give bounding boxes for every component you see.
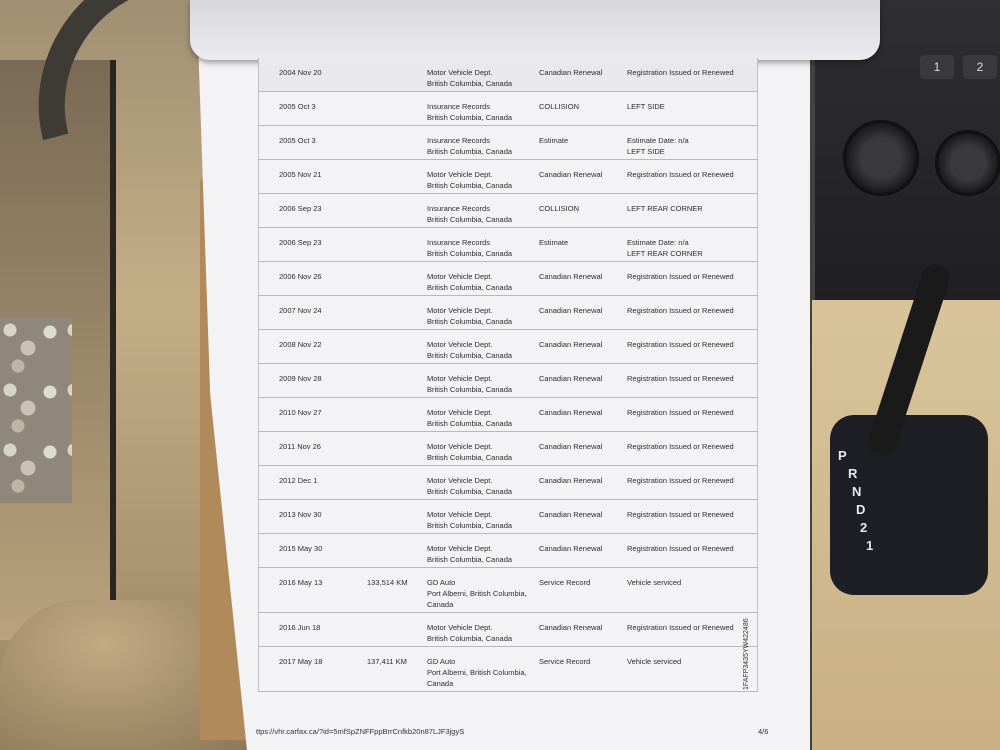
record-date: 2005 Oct 3 xyxy=(279,136,316,145)
record-comments xyxy=(627,407,734,418)
record-source-line: Port Alberni, British Columbia, xyxy=(427,668,527,677)
history-row xyxy=(258,500,758,534)
record-type: COLLISION xyxy=(539,204,580,213)
history-row xyxy=(258,194,758,228)
record-type: Canadian Renewal xyxy=(539,374,603,383)
record-type: Canadian Renewal xyxy=(539,272,603,281)
record-source-line: Motor Vehicle Dept. xyxy=(427,623,493,632)
record-source xyxy=(427,169,512,191)
record-source-line: British Columbia, Canada xyxy=(427,181,513,190)
record-comment-line: Registration Issued or Renewed xyxy=(627,623,734,632)
record-source xyxy=(427,441,512,463)
record-type: Canadian Renewal xyxy=(539,476,603,485)
record-date: 2006 Sep 23 xyxy=(279,238,322,247)
history-row xyxy=(258,432,758,466)
gear-n: N xyxy=(852,484,862,499)
record-source xyxy=(427,305,512,327)
record-source-line: Motor Vehicle Dept. xyxy=(427,442,493,451)
record-comment-line: Vehicle serviced xyxy=(627,657,682,666)
record-source-line: Motor Vehicle Dept. xyxy=(427,544,493,553)
record-source-line: British Columbia, Canada xyxy=(427,79,513,88)
record-date: 2006 Nov 26 xyxy=(279,272,322,281)
gear-d: D xyxy=(856,502,866,517)
record-comment-line: LEFT REAR CORNER xyxy=(627,249,703,258)
record-comment-line: Registration Issued or Renewed xyxy=(627,544,734,553)
record-source-line: British Columbia, Canada xyxy=(427,453,513,462)
history-row xyxy=(258,364,758,398)
record-date: 2007 Nov 24 xyxy=(279,306,322,315)
record-source-line: British Columbia, Canada xyxy=(427,419,513,428)
record-source xyxy=(427,475,512,497)
record-date: 2005 Nov 21 xyxy=(279,170,322,179)
record-type: Canadian Renewal xyxy=(539,623,603,632)
record-comments xyxy=(627,101,665,112)
record-comment-line: Registration Issued or Renewed xyxy=(627,340,734,349)
record-source-line: Motor Vehicle Dept. xyxy=(427,306,493,315)
record-comments xyxy=(627,475,734,486)
record-type: Canadian Renewal xyxy=(539,340,603,349)
record-comment-line: Vehicle serviced xyxy=(627,578,682,587)
record-date: 2010 Nov 27 xyxy=(279,408,322,417)
record-date: 2016 May 13 xyxy=(279,578,323,587)
record-date: 2009 Nov 28 xyxy=(279,374,322,383)
gravel-outside-window xyxy=(0,318,72,503)
record-odometer: 137,411 KM xyxy=(367,657,407,666)
record-source-line: British Columbia, Canada xyxy=(427,555,513,564)
gear-1: 1 xyxy=(866,538,874,553)
record-date: 2015 May 30 xyxy=(279,544,323,553)
record-comment-line: Registration Issued or Renewed xyxy=(627,510,734,519)
record-source xyxy=(427,622,512,644)
record-comments xyxy=(627,271,734,282)
record-source-line: British Columbia, Canada xyxy=(427,283,513,292)
history-row xyxy=(258,647,758,692)
record-source-line: Motor Vehicle Dept. xyxy=(427,510,493,519)
record-comments xyxy=(627,339,734,350)
record-comment-line: Estimate Date: n/a xyxy=(627,136,689,145)
record-comments xyxy=(627,577,681,588)
record-source-line: Canada xyxy=(427,679,454,688)
record-date: 2006 Sep 23 xyxy=(279,204,322,213)
record-comment-line: Registration Issued or Renewed xyxy=(627,306,734,315)
record-comments xyxy=(627,169,734,180)
record-source-line: GD Auto xyxy=(427,657,456,666)
record-comment-line: LEFT SIDE xyxy=(627,147,665,156)
record-type: Estimate xyxy=(539,238,569,247)
record-comment-line: LEFT REAR CORNER xyxy=(627,204,703,213)
record-source xyxy=(427,203,512,225)
history-row xyxy=(258,398,758,432)
record-source-line: Motor Vehicle Dept. xyxy=(427,374,493,383)
record-source-line: Canada xyxy=(427,600,454,609)
record-date: 2008 Nov 22 xyxy=(279,340,322,349)
record-date: 2013 Nov 30 xyxy=(279,510,322,519)
record-date: 2004 Nov 20 xyxy=(279,68,322,77)
record-type: COLLISION xyxy=(539,102,580,111)
record-date: 2012 Dec 1 xyxy=(279,476,318,485)
record-source-line: British Columbia, Canada xyxy=(427,249,513,258)
record-type: Service Record xyxy=(539,657,591,666)
record-comments xyxy=(627,373,734,384)
record-comments xyxy=(627,67,734,78)
gear-2: 2 xyxy=(860,520,868,535)
gear-r: R xyxy=(848,466,858,481)
record-type: Canadian Renewal xyxy=(539,68,603,77)
record-source-line: British Columbia, Canada xyxy=(427,351,513,360)
gear-indicator xyxy=(838,447,873,555)
record-type: Canadian Renewal xyxy=(539,544,603,553)
history-row xyxy=(258,228,758,262)
record-source-line: Motor Vehicle Dept. xyxy=(427,476,493,485)
record-comments xyxy=(627,135,689,157)
history-row xyxy=(258,58,758,92)
record-type: Canadian Renewal xyxy=(539,306,603,315)
record-source xyxy=(427,101,512,123)
record-source-line: Insurance Records xyxy=(427,204,490,213)
record-source-line: British Columbia, Canada xyxy=(427,113,513,122)
record-type: Canadian Renewal xyxy=(539,442,603,451)
record-source-line: British Columbia, Canada xyxy=(427,385,513,394)
record-comment-line: Registration Issued or Renewed xyxy=(627,68,734,77)
record-comment-line: Estimate Date: n/a xyxy=(627,238,689,247)
fan-knob xyxy=(935,130,1000,196)
record-source xyxy=(427,339,512,361)
record-type: Canadian Renewal xyxy=(539,408,603,417)
history-row xyxy=(258,160,758,194)
record-type: Canadian Renewal xyxy=(539,510,603,519)
footer-url: ttps://vhr.carfax.ca/?id=5mfSpZNFFppBrrCnfkb20n87LJF3jgyS xyxy=(256,727,465,736)
record-source xyxy=(427,135,512,157)
record-source-line: Insurance Records xyxy=(427,238,490,247)
history-row xyxy=(258,534,758,568)
record-comments xyxy=(627,237,703,259)
record-source-line: Motor Vehicle Dept. xyxy=(427,272,493,281)
climate-knob xyxy=(843,120,919,196)
record-source xyxy=(427,67,512,89)
record-source xyxy=(427,407,512,429)
record-source-line: Insurance Records xyxy=(427,136,490,145)
folded-top-page xyxy=(190,0,880,60)
record-comment-line: Registration Issued or Renewed xyxy=(627,442,734,451)
record-source xyxy=(427,543,512,565)
history-row xyxy=(258,262,758,296)
record-type: Service Record xyxy=(539,578,591,587)
record-source-line: GD Auto xyxy=(427,578,456,587)
page-number: 4/6 xyxy=(758,727,769,736)
record-comments xyxy=(627,656,681,667)
record-type: Canadian Renewal xyxy=(539,170,603,179)
record-odometer: 133,514 KM xyxy=(367,578,408,587)
record-comment-line: Registration Issued or Renewed xyxy=(627,272,734,281)
record-source xyxy=(427,577,527,610)
record-source-line: British Columbia, Canada xyxy=(427,634,513,643)
record-comments xyxy=(627,509,734,520)
record-source xyxy=(427,656,527,689)
vehicle-history-table xyxy=(258,58,758,692)
record-source-line: Motor Vehicle Dept. xyxy=(427,340,493,349)
history-row xyxy=(258,330,758,364)
record-comment-line: Registration Issued or Renewed xyxy=(627,170,734,179)
record-comments xyxy=(627,543,734,554)
vin-number: 1FAFP3435YW422486 xyxy=(743,618,750,690)
record-type: Estimate xyxy=(539,136,569,145)
history-row xyxy=(258,466,758,500)
record-source-line: Motor Vehicle Dept. xyxy=(427,68,493,77)
record-source xyxy=(427,373,512,395)
record-source-line: Motor Vehicle Dept. xyxy=(427,408,493,417)
record-source xyxy=(427,509,512,531)
record-date: 2016 Jun 18 xyxy=(279,623,321,632)
history-row xyxy=(258,296,758,330)
record-comments xyxy=(627,622,734,633)
radio-preset-1: 1 xyxy=(920,55,954,79)
record-source-line: British Columbia, Canada xyxy=(427,487,513,496)
record-comments xyxy=(627,203,703,214)
record-source-line: British Columbia, Canada xyxy=(427,317,513,326)
history-row xyxy=(258,126,758,160)
record-comment-line: Registration Issued or Renewed xyxy=(627,408,734,417)
record-comments xyxy=(627,305,734,316)
record-date: 2017 May 18 xyxy=(279,657,323,666)
record-comment-line: Registration Issued or Renewed xyxy=(627,476,734,485)
record-source-line: Motor Vehicle Dept. xyxy=(427,170,493,179)
record-comments xyxy=(627,441,734,452)
history-row xyxy=(258,92,758,126)
record-date: 2011 Nov 26 xyxy=(279,442,321,451)
history-row xyxy=(258,568,758,613)
gear-p: P xyxy=(838,448,847,463)
record-source xyxy=(427,271,512,293)
radio-preset-2: 2 xyxy=(963,55,997,79)
history-row xyxy=(258,613,758,647)
record-source-line: Insurance Records xyxy=(427,102,490,111)
record-comment-line: Registration Issued or Renewed xyxy=(627,374,734,383)
record-source xyxy=(427,237,512,259)
record-source-line: British Columbia, Canada xyxy=(427,215,513,224)
record-source-line: British Columbia, Canada xyxy=(427,147,513,156)
record-comment-line: LEFT SIDE xyxy=(627,102,665,111)
record-source-line: British Columbia, Canada xyxy=(427,521,513,530)
record-date: 2005 Oct 3 xyxy=(279,102,316,111)
record-source-line: Port Alberni, British Columbia, xyxy=(427,589,527,598)
